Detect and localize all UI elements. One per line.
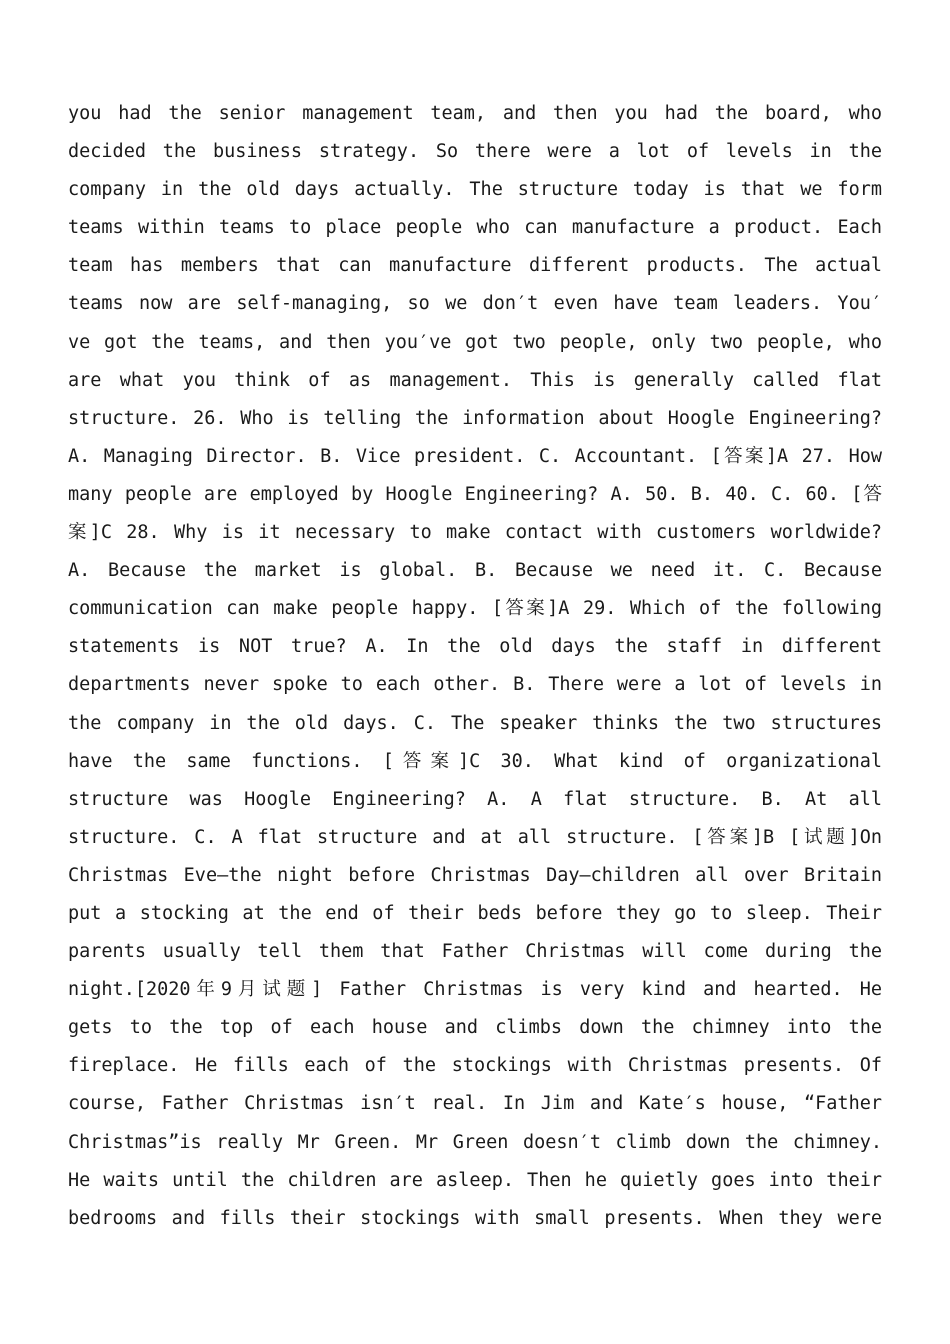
text-line-18: have the same functions. [答案]C 30. What kind of organizational bbox=[68, 750, 882, 772]
text-line-8: are what you think of as management. This is generally called flat bbox=[68, 369, 882, 391]
text-line-14: communication can make people happy. [答案]A 29. Which of the following bbox=[68, 598, 882, 620]
text-line-13: A. Because the market is global. B. Because we need it. C. Because bbox=[68, 560, 882, 582]
text-line-12: 案]C 28. Why is it necessary to make contact with customers worldwide? bbox=[68, 522, 882, 544]
text-line-4: teams within teams to place people who can manufacture a product. Each bbox=[68, 217, 882, 239]
text-line-25: gets to the top of each house and climbs down the chimney into the bbox=[68, 1017, 882, 1039]
text-line-26: fireplace. He fills each of the stockings with Christmas presents. Of bbox=[68, 1055, 882, 1077]
text-line-19: structure was Hoogle Engineering? A. A flat structure. B. At all bbox=[68, 788, 882, 810]
text-line-15: statements is NOT true? A. In the old days the staff in different bbox=[68, 636, 882, 658]
text-line-17: the company in the old days. C. The speaker thinks the two structures bbox=[68, 712, 882, 734]
text-line-24: night.[2020年9月试题] Father Christmas is very kind and hearted. He bbox=[68, 979, 882, 1001]
text-line-5: team has members that can manufacture different products. The actual bbox=[68, 255, 882, 277]
text-line-22: put a stocking at the end of their beds before they go to sleep. Their bbox=[68, 902, 882, 924]
text-line-9: structure. 26. Who is telling the information about Hoogle Engineering? bbox=[68, 407, 882, 429]
text-line-23: parents usually tell them that Father Christmas will come during the bbox=[68, 941, 882, 963]
text-line-2: decided the business strategy. So there were a lot of levels in the bbox=[68, 141, 882, 163]
text-line-27: course, Father Christmas isn′t real. In Jim and Kate′s house, “Father bbox=[68, 1093, 882, 1115]
text-line-20: structure. C. A flat structure and at all structure. [答案]B [试题]On bbox=[68, 826, 882, 848]
text-line-30: bedrooms and fills their stockings with small presents. When they were bbox=[68, 1207, 882, 1229]
text-line-21: Christmas Eve—the night before Christmas Day—children all over Britain bbox=[68, 864, 882, 886]
body-text bbox=[68, 95, 882, 1238]
text-line-28: Christmas”is really Mr Green. Mr Green doesn′t climb down the chimney. bbox=[68, 1131, 882, 1153]
text-line-3: company in the old days actually. The structure today is that we form bbox=[68, 179, 882, 201]
text-line-29: He waits until the children are asleep. Then he quietly goes into their bbox=[68, 1169, 882, 1191]
text-line-10: A. Managing Director. B. Vice president. C. Accountant. [答案]A 27. How bbox=[68, 445, 882, 467]
text-line-16: departments never spoke to each other. B. There were a lot of levels in bbox=[68, 674, 882, 696]
text-line-1: you had the senior management team, and then you had the board, who bbox=[68, 103, 882, 124]
text-line-6: teams now are self-managing, so we don′t even have team leaders. You′ bbox=[68, 293, 882, 315]
text-line-7: ve got the teams, and then you′ve got two people, only two people, who bbox=[68, 331, 882, 353]
text-line-11: many people are employed by Hoogle Engineering? A. 50. B. 40. C. 60. [答 bbox=[68, 483, 882, 505]
